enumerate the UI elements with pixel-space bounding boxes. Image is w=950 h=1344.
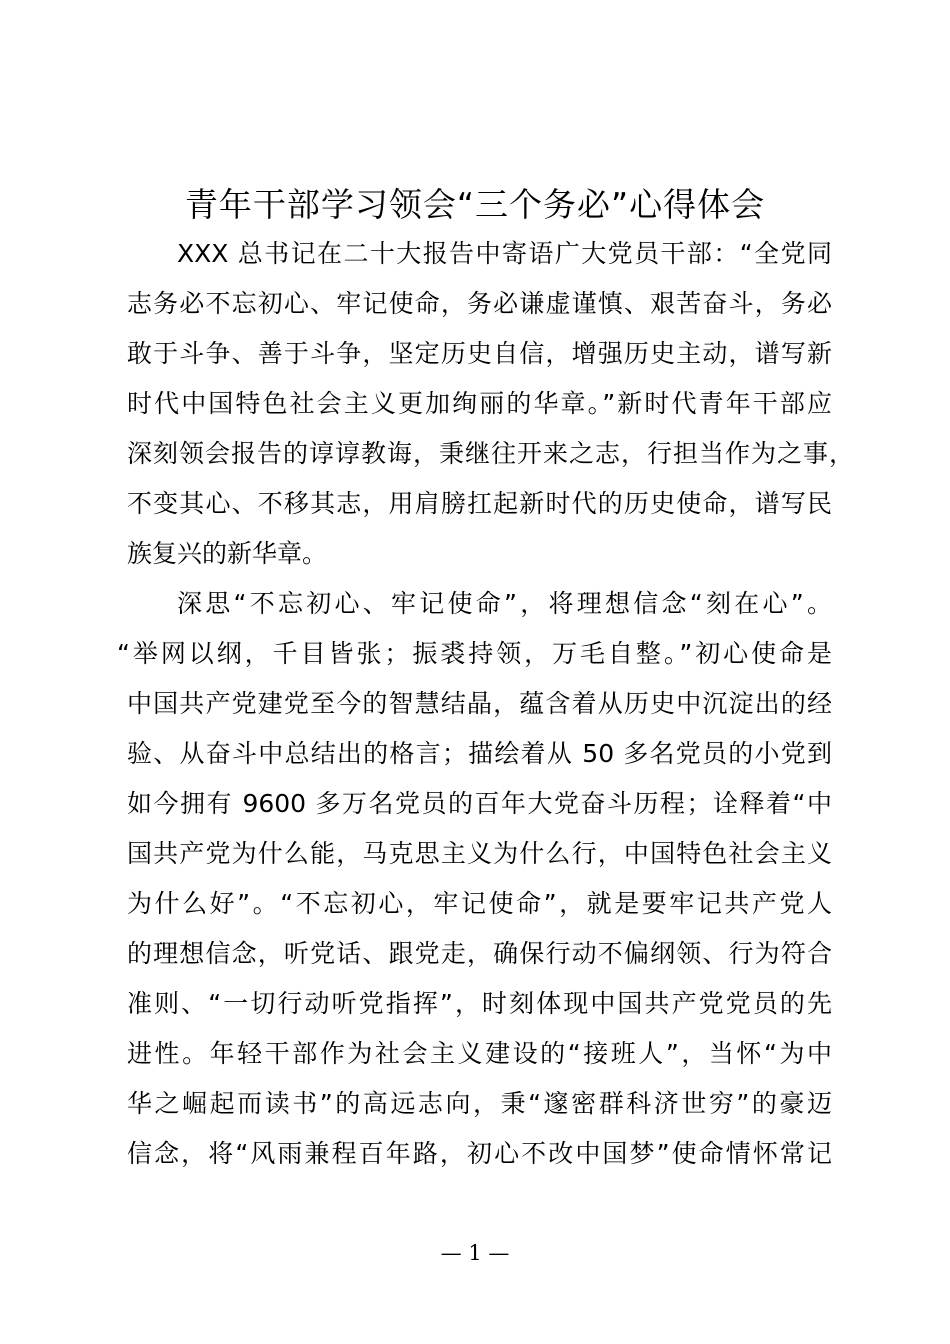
paragraph-1-line-4: 时代中国特色社会主义更加绚丽的华章。”新时代青年干部应 [127,389,832,418]
paragraph-1-line-6: 不变其心、不移其志，用肩膀扛起新时代的历史使命，谱写民 [127,489,832,518]
paragraph-2-line-7: 为什么好”。“不忘初心，牢记使命”，就是要牢记共产党人 [127,889,832,918]
paragraph-2-line-5: 如今拥有 9600 多万名党员的百年大党奋斗历程；诠释着“中 [127,789,832,818]
paragraph-2-line-9: 准则、“一切行动听党指挥”，时刻体现中国共产党党员的先 [127,989,832,1018]
paragraph-1-line-3: 敢于斗争、善于斗争，坚定历史自信，增强历史主动，谱写新 [127,339,832,368]
paragraph-2-line-2: “举网以纲，千目皆张；振裘持领，万毛自整。”初心使命是 [117,639,832,668]
page-number: — 1 — [440,1241,510,1265]
paragraph-2-line-6: 国共产党为什么能，马克思主义为什么行，中国特色社会主义 [127,839,832,868]
paragraph-2-line-11: 华之崛起而读书”的高远志向，秉“邃密群科济世穷”的豪迈 [127,1089,832,1118]
paragraph-2-line-1: 深思“不忘初心、牢记使命”，将理想信念“刻在心”。 [177,589,832,618]
paragraph-1-line-5: 深刻领会报告的谆谆教诲，秉继往开来之志，行担当作为之事， [127,439,854,468]
paragraph-2-line-10: 进性。年轻干部作为社会主义建设的“接班人”，当怀“为中 [127,1039,832,1068]
paragraph-2-line-8: 的理想信念，听党话、跟党走，确保行动不偏纲领、行为符合 [127,939,832,968]
paragraph-2-line-4: 验、从奋斗中总结出的格言；描绘着从 50 多名党员的小党到 [127,739,832,768]
paragraph-1-line-2: 志务必不忘初心、牢记使命，务必谦虚谨慎、艰苦奋斗，务必 [127,289,832,318]
paragraph-2-line-12: 信念，将“风雨兼程百年路，初心不改中国梦”使命情怀常记 [127,1139,832,1168]
document-title: 青年干部学习领会“三个务必”心得体会 [184,185,766,224]
paragraph-1-line-1: XXX 总书记在二十大报告中寄语广大党员干部：“全党同 [177,239,832,268]
paragraph-2-line-3: 中国共产党建党至今的智慧结晶，蕴含着从历史中沉淀出的经 [127,689,832,718]
paragraph-1-line-7: 族复兴的新华章。 [127,539,328,568]
